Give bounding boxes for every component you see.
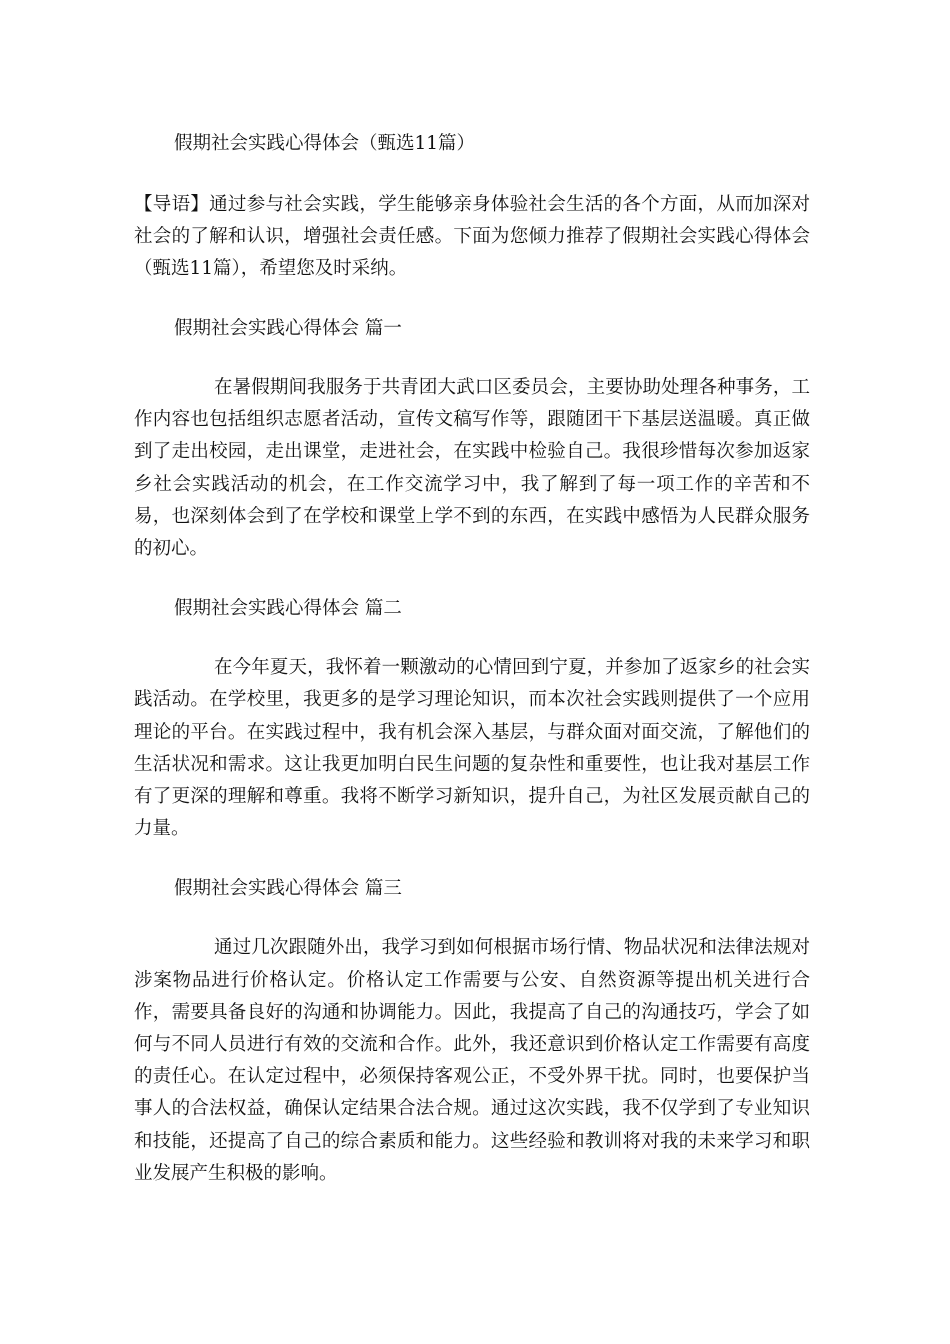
section-heading: 假期社会实践心得体会 篇一	[174, 318, 402, 339]
section-2	[134, 593, 810, 845]
intro-tag: 【导语】	[134, 194, 210, 215]
section-body: 通过几次跟随外出，我学习到如何根据市场行情、物品状况和法律法规对涉案物品进行价格认定。价格认定工作需要与公安、自然资源等提出机关进行合作，需要具备良好的沟通和协调能力。因此，我提高了自己的沟通技巧，学会了如何与不同人员进行有效的交流和合作。此外，我还意识到价格认定工作需要有高度的责任心。在认定过程中，必须保持客观公正，不受外界干扰。同时，也要保护当事人的合法权益，确保认定结果合法合规。通过这次实践，我不仅学到了专业知识和技能，还提高了自己的综合素质和能力。这些经验和教训将对我的未来学习和职业发展产生积极的影响。	[134, 937, 810, 1184]
section-body: 在今年夏天，我怀着一颗激动的心情回到宁夏，并参加了返家乡的社会实践活动。在学校里，我更多的是学习理论知识，而本次社会实践则提供了一个应用理论的平台。在实践过程中，我有机会深入基层，与群众面对面交流，了解他们的生活状况和需求。这让我更加明白民生问题的复杂性和重要性，也让我对基层工作有了更深的理解和尊重。我将不断学习新知识，提升自己，为社区发展贡献自己的力量。	[134, 657, 810, 840]
section-body: 在暑假期间我服务于共青团大武口区委员会，主要协助处理各种事务，工作内容也包括组织志愿者活动，宣传文稿写作等，跟随团干下基层送温暖。真正做到了走出校园，走出课堂，走进社会，在实践中检验自己。我很珍惜每次参加返家乡社会实践活动的机会，在工作交流学习中，我了解到了每一项工作的辛苦和不易，也深刻体会到了在学校和课堂上学不到的东西，在实践中感悟为人民群众服务的初心。	[134, 377, 810, 560]
document-title: 假期社会实践心得体会（甄选11篇）	[174, 133, 476, 154]
intro-text: 通过参与社会实践，学生能够亲身体验社会生活的各个方面，从而加深对社会的了解和认识，增强社会责任感。下面为您倾力推荐了假期社会实践心得体会（甄选11篇），希望您及时采纳。	[134, 194, 810, 279]
section-3	[134, 873, 810, 1190]
intro-paragraph	[134, 189, 810, 285]
section-heading: 假期社会实践心得体会 篇三	[174, 878, 402, 900]
document-page	[134, 128, 810, 1218]
section-heading: 假期社会实践心得体会 篇二	[174, 598, 402, 620]
section-1	[134, 313, 810, 565]
